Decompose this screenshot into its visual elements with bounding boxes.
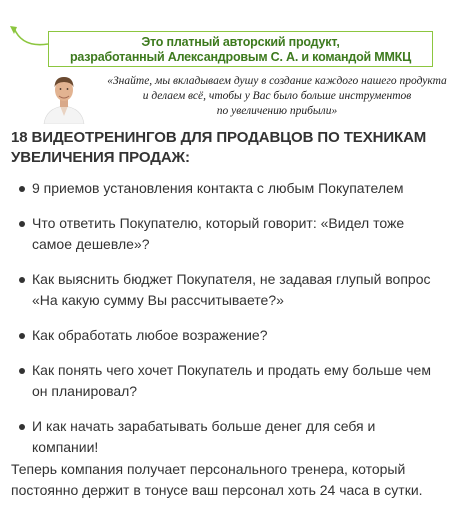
quote-line-2: и делаем всё, чтобы у Вас было больше инструментов bbox=[142, 90, 412, 102]
author-quote-block bbox=[40, 70, 460, 126]
list-item bbox=[0, 213, 467, 255]
bullet-icon bbox=[19, 424, 25, 430]
list-item-text: И как начать зарабатывать больше денег для себя и bbox=[32, 418, 376, 434]
training-topics-list bbox=[0, 178, 467, 472]
quote-line-3: по увеличению прибыли» bbox=[216, 105, 338, 117]
list-item bbox=[0, 416, 467, 458]
list-item-text: Как выяснить бюджет Покупателя, не задавая глупый вопрос bbox=[32, 271, 431, 287]
list-item bbox=[0, 360, 467, 402]
curved-arrow-icon bbox=[8, 22, 52, 52]
list-item-text-continued: компании! bbox=[32, 439, 99, 455]
banner-line-2: разработанный Александровым С. А. и командой ММКЦ bbox=[69, 50, 412, 64]
heading-line-2: УВЕЛИЧЕНИЯ ПРОДАЖ: bbox=[11, 149, 190, 166]
list-item-text-continued: «На какую сумму Вы рассчитываете?» bbox=[32, 292, 284, 308]
closing-line-1: Теперь компания получает персонального тренера, который bbox=[11, 461, 406, 477]
bullet-icon bbox=[19, 186, 25, 192]
closing-line-2: постоянно держит в тонусе ваш персонал хоть 24 часа в сутки. bbox=[11, 482, 423, 498]
list-item-text: Как понять чего хочет Покупатель и продать ему больше чем bbox=[32, 362, 431, 378]
list-item-text: Что ответить Покупателю, который говорит: «Видел тоже bbox=[32, 215, 405, 231]
quote-line-1: «Знайте, мы вкладываем душу в создание каждого нашего продукта bbox=[107, 75, 447, 87]
list-item bbox=[0, 325, 467, 346]
closing-paragraph bbox=[11, 459, 461, 501]
list-item bbox=[0, 269, 467, 311]
section-heading bbox=[11, 128, 451, 168]
bullet-icon bbox=[19, 333, 25, 339]
bullet-icon bbox=[19, 277, 25, 283]
bullet-icon bbox=[19, 221, 25, 227]
list-item-text: Как обработать любое возражение? bbox=[32, 327, 268, 343]
author-quote bbox=[94, 74, 460, 119]
list-item bbox=[0, 178, 467, 199]
list-item-text: 9 приемов установления контакта с любым Покупателем bbox=[32, 180, 404, 196]
paid-product-banner bbox=[48, 31, 433, 67]
banner-line-1: Это платный авторский продукт, bbox=[141, 35, 340, 49]
list-item-text-continued: он планировал? bbox=[32, 383, 138, 399]
bullet-icon bbox=[19, 368, 25, 374]
author-photo bbox=[40, 72, 88, 124]
list-item-text-continued: самое дешевле»? bbox=[32, 236, 150, 252]
heading-line-1: 18 ВИДЕОТРЕНИНГОВ ДЛЯ ПРОДАВЦОВ ПО ТЕХНИКАМ bbox=[11, 129, 427, 146]
